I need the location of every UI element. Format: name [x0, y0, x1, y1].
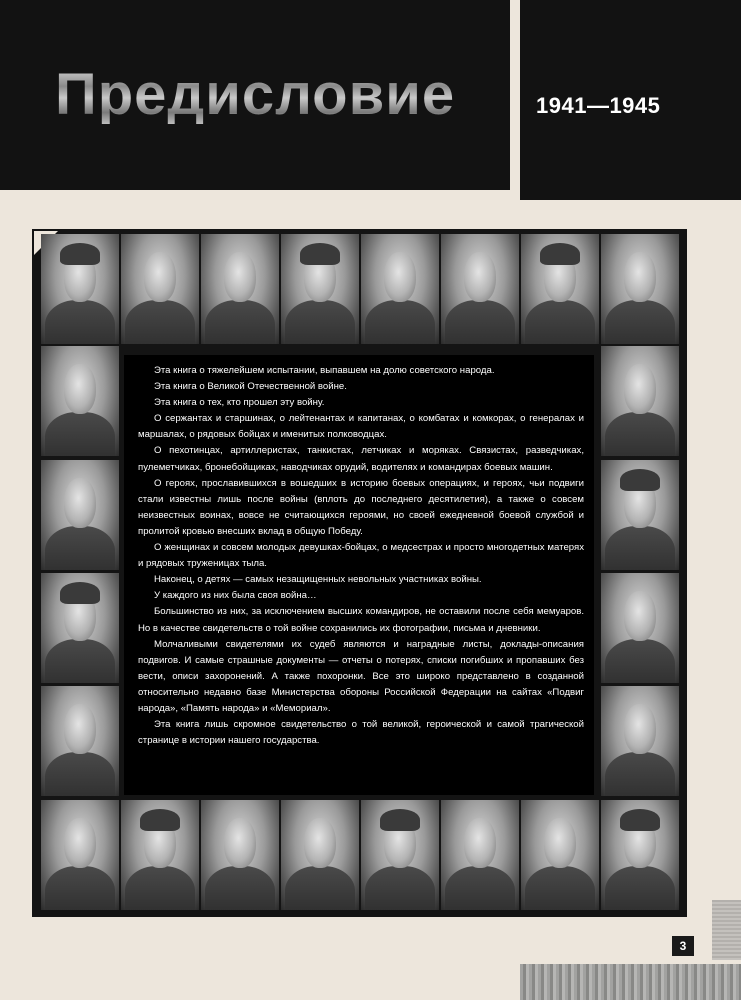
- soldier-portrait-photo: [41, 573, 119, 683]
- soldier-portrait-photo: [121, 800, 199, 910]
- soldier-portrait-photo: [441, 800, 519, 910]
- years-banner: [520, 0, 741, 200]
- soldier-portrait-photo: [521, 800, 599, 910]
- soldier-portrait-photo: [601, 800, 679, 910]
- soldier-portrait-photo: [281, 234, 359, 344]
- soldier-portrait-photo: [201, 234, 279, 344]
- soldier-portrait-photo: [41, 686, 119, 796]
- paragraph: Эта книга о тяжелейшем испытании, выпавшем на долю советского народа.: [154, 365, 495, 376]
- soldier-portrait-photo: [601, 460, 679, 570]
- soldier-portrait-photo: [441, 234, 519, 344]
- paragraph: У каждого из них была своя война…: [154, 590, 317, 602]
- map-photo-fragment: [712, 900, 741, 960]
- soldier-portrait-photo: [41, 346, 119, 456]
- soldier-portrait-photo: [601, 234, 679, 344]
- soldier-portrait-photo: [361, 234, 439, 344]
- preface-text: [138, 363, 584, 749]
- paragraph: О пехотинцах, артиллеристах, танкистах, летчиках и моряках. Связистах, разведчиках, пулеметчиках, бронебойщиках, наводчиках орудий, водителях и командирах боевых машин.: [138, 445, 584, 473]
- soldier-portrait-photo: [201, 800, 279, 910]
- soldier-portrait-photo: [521, 234, 599, 344]
- paragraph: О сержантах и старшинах, о лейтенантах и капитанах, о комбатах и комкорах, о генералах и маршалах, о рядовых бойцах и именитых полководцах.: [138, 413, 584, 441]
- soldier-portrait-photo: [601, 573, 679, 683]
- paragraph: Большинство из них, за исключением высших командиров, не оставили после себя мемуаров. Но в качестве свидетельств о той войне сохранились их фотографии, письма и дневники.: [138, 606, 584, 634]
- soldier-portrait-photo: [41, 234, 119, 344]
- title-banner: [0, 0, 510, 190]
- paragraph: Наконец, о детях — самых незащищенных невольных участниках войны.: [154, 574, 482, 586]
- page-number: 3: [672, 936, 694, 956]
- soldier-portrait-photo: [41, 800, 119, 910]
- paragraph: О женщинах и совсем молодых девушках-бойцах, о медсестрах и просто многодетных матерях и рядовых труженицах тыла.: [138, 542, 584, 570]
- paragraph: Эта книга о Великой Отечественной войне.: [154, 381, 347, 393]
- soldier-portrait-photo: [361, 800, 439, 910]
- paragraph: Эта книга лишь скромное свидетельство о той великой, героической и самой трагической странице в истории нашего государства.: [138, 719, 584, 747]
- soldier-portrait-photo: [281, 800, 359, 910]
- preface-text-panel: [124, 355, 594, 795]
- paragraph: Молчаливыми свидетелями их судеб являются и наградные листы, доклады-описания подвигов. И самые страшные документы — отчеты о потерях, списки погибших и пропавших без вести, описи захоронений. А также похоронки. Все это широко представлено в созданной относительно недавно базе Министерства обороны Российской Федерации на сайтах «Подвиг народа», «Память народа» и «Мемориал».: [138, 638, 584, 714]
- page-title: Предисловие: [55, 62, 456, 127]
- paragraph: Эта книга о тех, кто прошел эту войну.: [154, 397, 325, 409]
- soldier-portrait-photo: [601, 346, 679, 456]
- years-label: 1941—1945: [536, 93, 661, 118]
- paragraph: О героях, прославившихся в вошедших в историю боевых операциях, и героях, чьи подвиги стали известны лишь после войны (вплоть до последнего десятилетия), а также о совсем неизвестных воинах, вовсе не считающихся героями, но своей ежедневной боевой службой и пролитой кровью внесших вклад в общую Победу.: [138, 477, 584, 537]
- soldier-portrait-photo: [41, 460, 119, 570]
- soldier-portrait-photo: [121, 234, 199, 344]
- soldier-portrait-photo: [601, 686, 679, 796]
- map-photo-strip: [520, 964, 741, 1000]
